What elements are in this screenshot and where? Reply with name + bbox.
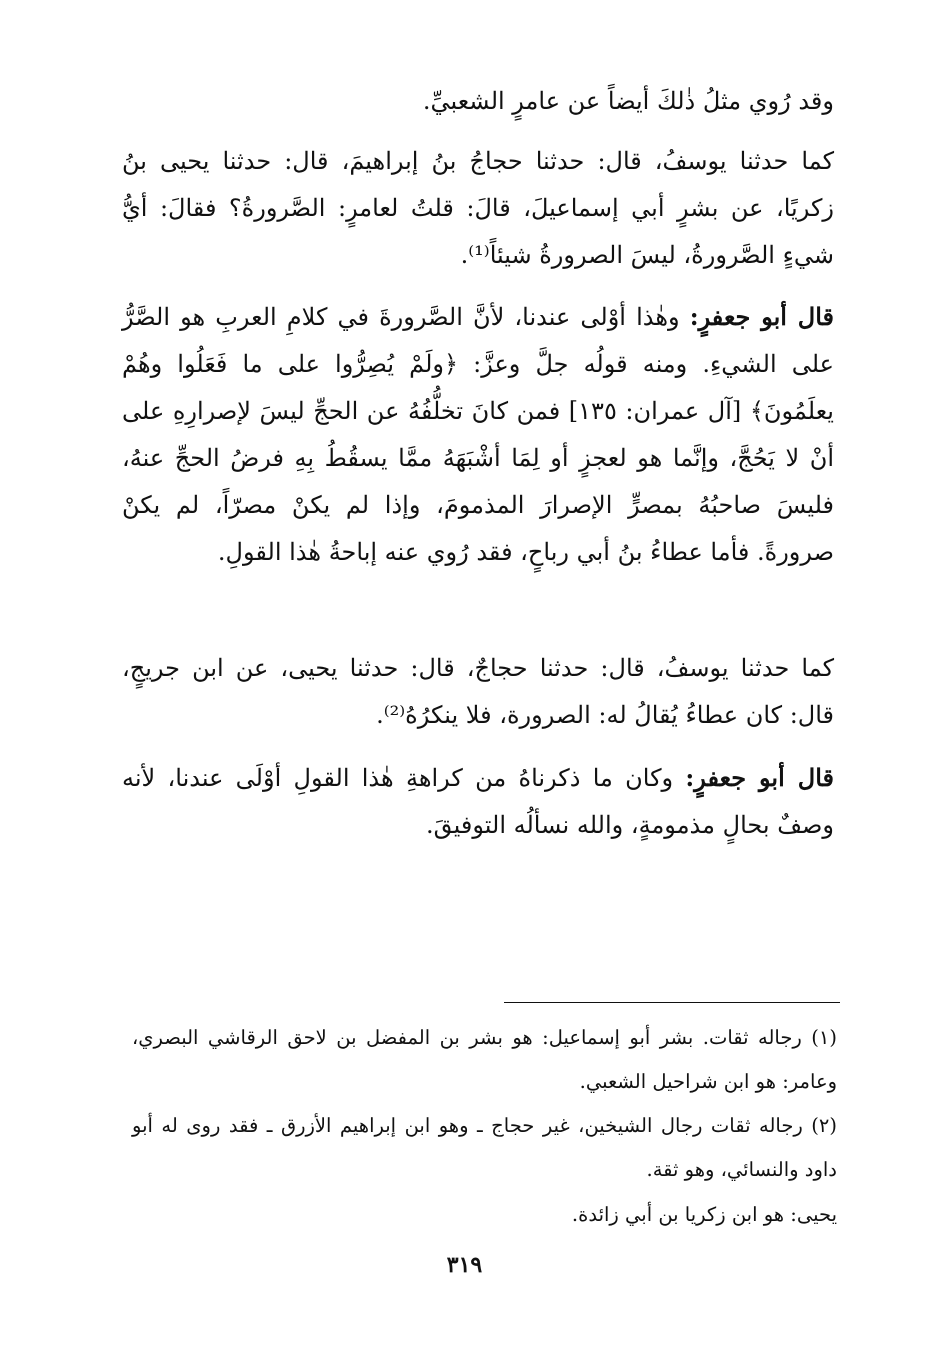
paragraph-5 [122, 754, 834, 849]
paragraph-5-lead: قال أبو جعفرٍ: [685, 763, 835, 792]
paragraph-3 [122, 293, 834, 576]
footnote-2: (٢) رجاله ثقات رجال الشيخين، غير حجاج ـ وهو ابن إبراهيم الأزرق ـ فقد روى له أبو داود والنسائي، وهو ثقة. [132, 1114, 837, 1181]
paragraph-5-body: وكان ما ذكرناهُ من كراهةِ هٰذا القولِ أوْلَى عندنا، لأنه وصفٌ بحالٍ مذمومةٍ، والله نسألُه التوفيقَ. [122, 764, 834, 839]
paragraph-3-body: وهٰذا أوْلى عندنا، لأنَّ الصَّرورةَ في كلامِ العربِ هو الصَّرُّ على الشيءِ. ومنه قولُه جلَّ وعزَّ: ﴿ولَمْ يُصِرُّوا على ما فَعَلُوا وهُمْ يعلَمُونَ﴾ [آل عمران: ١٣٥] فمن كانَ تخلُّفُهُ عن الحجِّ ليسَ لإصرارِهِ على أنْ لا يَحُجَّ، وإنَّما هو لعجزٍ أو لِمَا أشْبَهَهُ ممَّا يسقُطُ بِهِ فرضُ الحجِّ عنهُ، فليسَ صاحبُهُ بمصرٍّ الإصرارَ المذمومَ، وإذا لم يكنْ مصرّاً، لم يكنْ صرورةً. فأما عطاءُ بنُ أبي رباحٍ، فقد رُوي عنه إباحةُ هٰذا القولِ. [122, 303, 834, 566]
paragraph-4: كما حدثنا يوسفُ، قال: حدثنا حجاجٌ، قال: حدثنا يحيى، عن ابن جريجٍ، قال: كان عطاءُ يُقالُ له: الصرورة، فلا ينكرُهُ⁽²⁾. [122, 654, 834, 729]
paragraph-1: وقد رُوي مثلُ ذٰلكَ أيضاً عن عامرٍ الشعبيِّ. [422, 87, 834, 115]
paragraph-2: كما حدثنا يوسفُ، قال: حدثنا حجاجُ بنُ إبراهيمَ، قال: حدثنا يحيى بنُ زكريًا، عن بشرٍ أبي إسماعيلَ، قالَ: قلتُ لعامرٍ: الصَّرورةُ؟ فقالَ: أيُّ شيءٍ الصَّرورةُ، ليسَ الصرورةُ شيئاً⁽¹⁾. [122, 147, 834, 269]
footnote-3: يحيى: هو ابن زكريا بن أبي زائدة. [571, 1203, 837, 1226]
footnote-separator [504, 1002, 840, 1003]
footnote-1: (١) رجاله ثقات. بشر أبو إسماعيل: هو بشر بن المفضل بن لاحق الرقاشي البصري، وعامر: هو ابن شراحيل الشعبي. [132, 1026, 837, 1093]
page-number: ٣١٩ [446, 1252, 483, 1278]
paragraph-3-lead: قال أبو جعفرٍ: [689, 302, 834, 331]
